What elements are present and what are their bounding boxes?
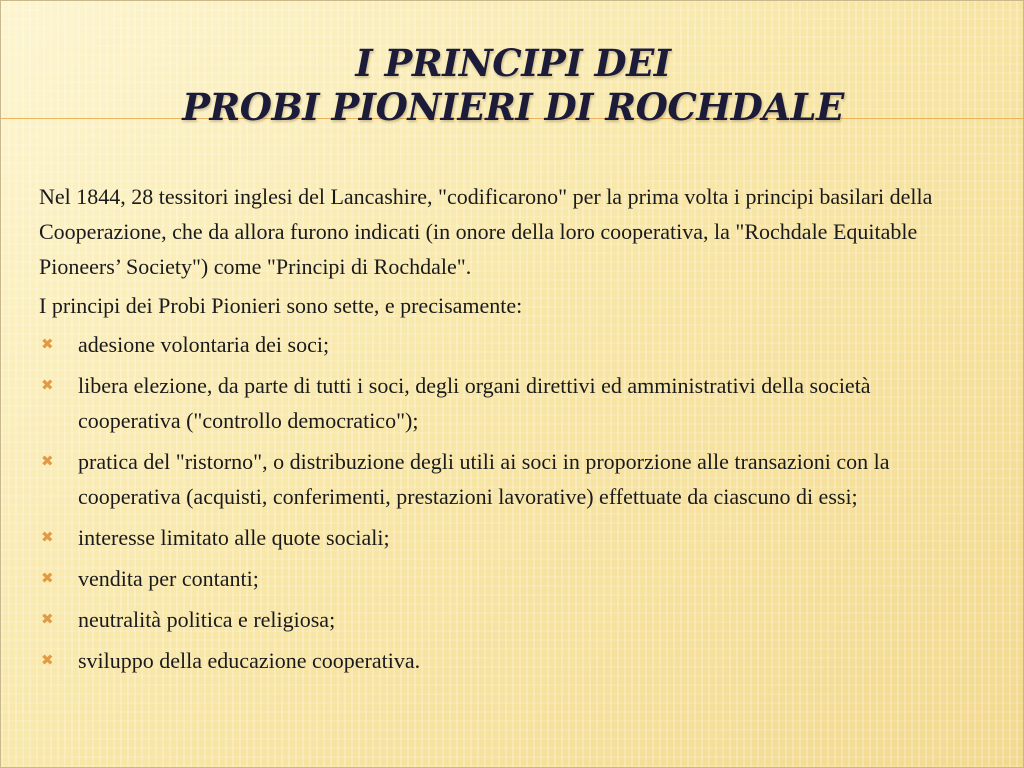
- list-item-text: neutralità politica e religiosa;: [78, 607, 336, 632]
- list-item: [39, 643, 969, 678]
- x-mark-icon: ✖: [41, 569, 54, 587]
- list-item-text: vendita per contanti;: [78, 566, 259, 591]
- list-item-text: adesione volontaria dei soci;: [78, 332, 330, 357]
- list-item-text: pratica del "ristorno", o distribuzione degli utili ai soci in proporzione alle transazioni con la cooperativa (acquisti, conferimenti, prestazioni lavorative) effettuate da ciascuno di essi;: [78, 449, 890, 509]
- x-mark-icon: ✖: [41, 651, 54, 669]
- lead-paragraph: I principi dei Probi Pionieri sono sette, e precisamente:: [39, 293, 523, 318]
- title-line-1: I PRINCIPI DEI: [355, 41, 671, 85]
- x-mark-icon: ✖: [41, 528, 54, 546]
- x-mark-icon: ✖: [41, 335, 54, 353]
- list-item: [39, 602, 969, 637]
- list-item-text: libera elezione, da parte di tutti i soci, degli organi direttivi ed amministrativi della società cooperativa ("controllo democratico");: [78, 373, 871, 433]
- slide-body: [39, 179, 969, 684]
- intro-paragraph: Nel 1844, 28 tessitori inglesi del Lancashire, "codificarono" per la prima volta i principi basilari della Cooperazione, che da allora furono indicati (in onore della loro cooperativa, la "Rochdale Equitable Pioneers’ Society") come "Principi di Rochdale".: [39, 184, 933, 279]
- list-item: [39, 520, 969, 555]
- list-item: [39, 561, 969, 596]
- list-item: [39, 368, 969, 438]
- list-item: [39, 327, 969, 362]
- list-item-text: interesse limitato alle quote sociali;: [78, 525, 390, 550]
- title-line-2: PROBI PIONIERI DI ROCHDALE: [182, 85, 844, 129]
- x-mark-icon: ✖: [41, 376, 54, 394]
- list-item: [39, 444, 969, 514]
- list-item-text: sviluppo della educazione cooperativa.: [78, 648, 421, 673]
- slide-title: [1, 41, 1024, 129]
- principles-list: [39, 327, 969, 678]
- x-mark-icon: ✖: [41, 610, 54, 628]
- x-mark-icon: ✖: [41, 452, 54, 470]
